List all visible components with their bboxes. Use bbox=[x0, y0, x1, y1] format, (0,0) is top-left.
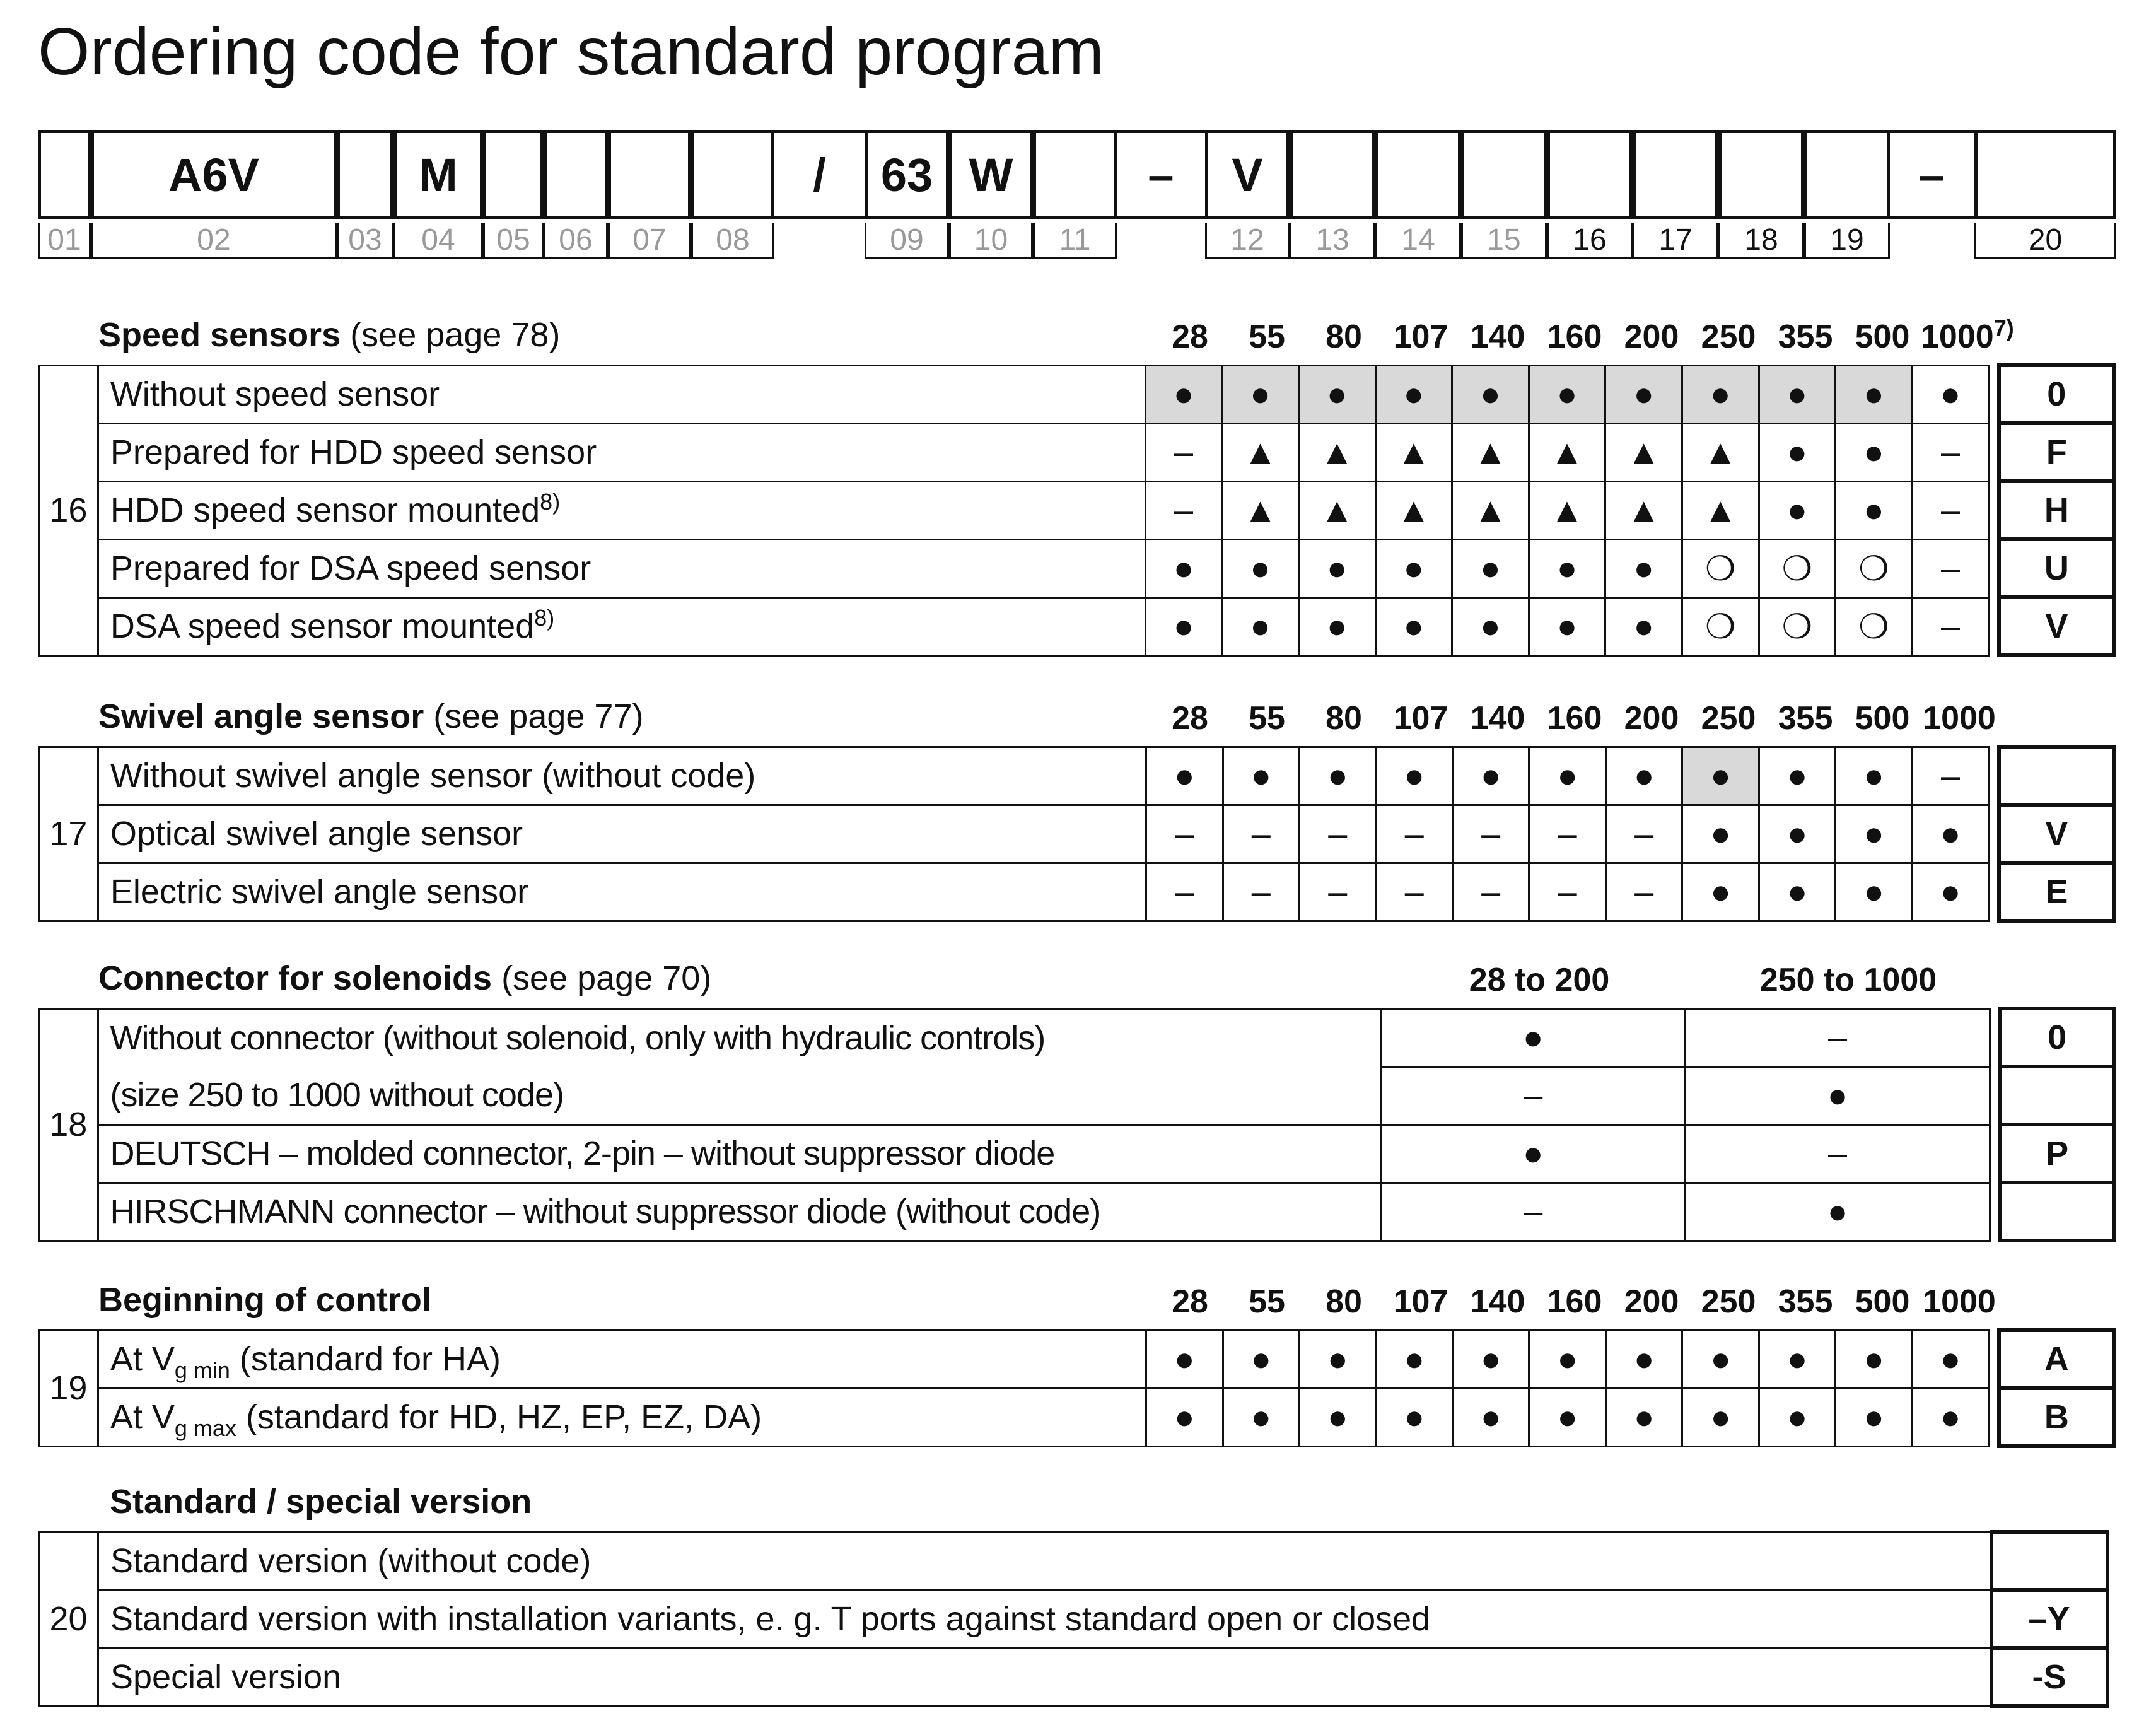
order-code: V bbox=[1999, 805, 2114, 863]
order-code: V bbox=[1999, 597, 2114, 655]
availability-symbol: ● bbox=[1146, 1330, 1223, 1388]
availability-symbol: ● bbox=[1912, 1330, 1988, 1388]
order-code: E bbox=[1999, 863, 2114, 921]
table-row bbox=[39, 1125, 2115, 1183]
code-cell-17 bbox=[1633, 130, 1718, 219]
spacer bbox=[1989, 597, 1999, 655]
table-row bbox=[39, 1008, 2115, 1066]
availability-symbol: ▲ bbox=[1298, 481, 1375, 539]
row-label-text: Electric swivel angle sensor bbox=[110, 873, 529, 911]
code-position-19: 19 bbox=[1804, 223, 1890, 259]
availability-symbol: ● bbox=[1836, 863, 1912, 921]
availability-symbol: – bbox=[1605, 863, 1682, 921]
availability-symbol: ● bbox=[1682, 1388, 1759, 1446]
spacer bbox=[1989, 805, 1999, 863]
availability-symbol: ❍ bbox=[1759, 597, 1836, 655]
availability-symbol: ● bbox=[1682, 747, 1759, 805]
size-label: 28 bbox=[1172, 318, 1208, 355]
code-cell-02: A6V bbox=[91, 130, 337, 219]
code-position-16: 16 bbox=[1547, 223, 1633, 259]
code-separator: / bbox=[774, 130, 865, 219]
availability-symbol: ● bbox=[1298, 365, 1375, 423]
availability-symbol: – bbox=[1912, 597, 1989, 655]
availability-symbol: ● bbox=[1222, 597, 1299, 655]
range-b-label: 250 to 1000 bbox=[1759, 962, 1937, 998]
availability-symbol: ● bbox=[1759, 423, 1836, 481]
code-cell-14 bbox=[1375, 130, 1461, 219]
speed-sensors-heading: Speed sensors (see page 78) bbox=[98, 316, 561, 354]
row-label-text: HDD speed sensor mounted bbox=[110, 491, 540, 529]
availability-symbol: ● bbox=[1298, 597, 1375, 655]
table-row bbox=[39, 423, 2115, 481]
row-label-text: At V bbox=[110, 1340, 175, 1378]
size-label: 250 bbox=[1701, 318, 1756, 355]
code-cell-10: W bbox=[949, 130, 1033, 219]
row-label bbox=[98, 597, 1145, 655]
code-position-08: 08 bbox=[691, 223, 774, 259]
order-code: A bbox=[1999, 1330, 2114, 1388]
availability-symbol: ● bbox=[1376, 1330, 1452, 1388]
row-label bbox=[98, 1330, 1146, 1388]
connector-table bbox=[38, 1007, 2116, 1242]
table-row bbox=[39, 1648, 2107, 1706]
availability-symbol: ● bbox=[1300, 747, 1376, 805]
order-code bbox=[1999, 747, 2114, 805]
availability-symbol: ● bbox=[1682, 365, 1759, 423]
availability-symbol: ● bbox=[1605, 1388, 1682, 1446]
availability-symbol: ● bbox=[1912, 1388, 1988, 1446]
availability-symbol: ● bbox=[1381, 1125, 1686, 1183]
availability-symbol: ● bbox=[1605, 539, 1682, 597]
spacer bbox=[1990, 1008, 2000, 1066]
code-cell-12: V bbox=[1205, 130, 1290, 219]
table-row bbox=[39, 1330, 2115, 1388]
availability-symbol: ● bbox=[1529, 539, 1605, 597]
version-table bbox=[38, 1530, 2109, 1708]
availability-symbol: ● bbox=[1375, 597, 1452, 655]
code-cell-19 bbox=[1804, 130, 1890, 219]
beginning-control-table bbox=[38, 1328, 2116, 1448]
code-cell-11 bbox=[1033, 130, 1117, 219]
availability-symbol: ● bbox=[1759, 805, 1835, 863]
group-number: 18 bbox=[39, 1008, 98, 1241]
code-cell-20 bbox=[1974, 130, 2116, 219]
row-label-text: Prepared for DSA speed sensor bbox=[110, 549, 591, 587]
availability-symbol: – bbox=[1529, 863, 1605, 921]
availability-symbol: ● bbox=[1836, 1330, 1912, 1388]
table-row bbox=[39, 863, 2115, 921]
table-row bbox=[39, 481, 2115, 539]
spacer bbox=[1989, 1330, 1999, 1388]
availability-symbol: – bbox=[1145, 423, 1222, 481]
availability-symbol: ● bbox=[1759, 863, 1835, 921]
page-title: Ordering code for standard program bbox=[38, 15, 1104, 89]
availability-symbol: ▲ bbox=[1375, 481, 1452, 539]
availability-symbol: ▲ bbox=[1452, 481, 1529, 539]
availability-symbol: ● bbox=[1682, 863, 1759, 921]
availability-symbol: ❍ bbox=[1759, 539, 1836, 597]
code-position-04: 04 bbox=[393, 223, 483, 259]
table-row bbox=[39, 365, 2115, 423]
availability-symbol: ● bbox=[1452, 747, 1529, 805]
row-label-subscript: g max bbox=[174, 1415, 236, 1441]
availability-symbol: ● bbox=[1375, 539, 1452, 597]
size-label: 107 bbox=[1393, 1283, 1448, 1320]
code-position-09: 09 bbox=[865, 223, 949, 259]
availability-symbol: – bbox=[1300, 805, 1376, 863]
table-row bbox=[39, 539, 2115, 597]
row-label-text: Prepared for HDD speed sensor bbox=[110, 433, 597, 471]
availability-symbol: – bbox=[1223, 863, 1299, 921]
availability-symbol: – bbox=[1452, 863, 1529, 921]
swivel-angle-table bbox=[38, 745, 2116, 923]
order-code: F bbox=[1999, 423, 2114, 481]
code-position-17: 17 bbox=[1633, 223, 1718, 259]
size-label: 80 bbox=[1326, 700, 1362, 737]
availability-symbol: ● bbox=[1145, 539, 1222, 597]
availability-symbol: – bbox=[1605, 805, 1682, 863]
row-label bbox=[98, 539, 1145, 597]
availability-symbol: ● bbox=[1605, 597, 1682, 655]
size-label: 500 bbox=[1855, 318, 1910, 355]
size-label: 28 bbox=[1172, 700, 1208, 737]
code-cell-09: 63 bbox=[865, 130, 949, 219]
availability-symbol: ● bbox=[1300, 1330, 1376, 1388]
order-code: 0 bbox=[1999, 365, 2114, 423]
availability-symbol: ● bbox=[1682, 805, 1759, 863]
row-label: (size 250 to 1000 without code) bbox=[98, 1066, 1381, 1125]
row-label: DEUTSCH – molded connector, 2-pin – without suppressor diode bbox=[98, 1125, 1381, 1183]
code-cell-06 bbox=[544, 130, 608, 219]
code-position-05: 05 bbox=[483, 223, 544, 259]
availability-symbol: ● bbox=[1529, 365, 1605, 423]
availability-symbol: ● bbox=[1759, 747, 1835, 805]
size-label: 140 bbox=[1470, 1283, 1525, 1320]
table-row bbox=[39, 1590, 2107, 1648]
size-label: 200 bbox=[1624, 700, 1679, 737]
row-label-subscript: g min bbox=[174, 1357, 230, 1383]
availability-symbol: ● bbox=[1605, 1330, 1682, 1388]
code-cell-01 bbox=[38, 130, 91, 219]
order-code: P bbox=[2000, 1125, 2114, 1183]
availability-symbol: – bbox=[1223, 805, 1299, 863]
availability-symbol: ● bbox=[1836, 423, 1913, 481]
availability-symbol: – bbox=[1686, 1008, 1990, 1066]
availability-symbol: – bbox=[1146, 805, 1223, 863]
availability-symbol: ● bbox=[1759, 1330, 1835, 1388]
availability-symbol: ▲ bbox=[1222, 423, 1299, 481]
availability-symbol: – bbox=[1912, 423, 1989, 481]
availability-symbol: – bbox=[1381, 1066, 1686, 1125]
availability-symbol: – bbox=[1686, 1125, 1990, 1183]
size-label: 28 bbox=[1172, 1283, 1208, 1320]
availability-symbol: ● bbox=[1759, 365, 1836, 423]
availability-symbol: ● bbox=[1452, 597, 1529, 655]
spacer bbox=[1989, 1388, 1999, 1446]
row-label-text: Optical swivel angle sensor bbox=[110, 815, 523, 853]
size-label: 500 bbox=[1855, 700, 1910, 737]
availability-symbol: ● bbox=[1836, 365, 1913, 423]
availability-symbol: ● bbox=[1146, 1388, 1223, 1446]
code-cell-08 bbox=[691, 130, 774, 219]
row-label bbox=[98, 365, 1145, 423]
ordering-code-strip bbox=[38, 130, 2116, 264]
availability-symbol: ● bbox=[1298, 539, 1375, 597]
spacer bbox=[1989, 481, 1999, 539]
code-cell-04: M bbox=[393, 130, 483, 219]
table-row bbox=[39, 747, 2115, 805]
availability-symbol: ❍ bbox=[1682, 539, 1759, 597]
size-label: 80 bbox=[1326, 1283, 1362, 1320]
footnote-ref: 8) bbox=[540, 489, 561, 515]
availability-symbol: – bbox=[1912, 481, 1989, 539]
size-label: 1000 bbox=[1923, 1283, 1996, 1320]
availability-symbol: ● bbox=[1453, 1388, 1529, 1446]
order-code: H bbox=[1999, 481, 2114, 539]
size-label: 1000 bbox=[1923, 700, 1996, 737]
availability-symbol: ▲ bbox=[1529, 423, 1605, 481]
availability-symbol: ● bbox=[1529, 1330, 1605, 1388]
row-label-text: (standard for HD, HZ, EP, EZ, DA) bbox=[236, 1398, 762, 1436]
table-row bbox=[39, 1532, 2107, 1590]
code-position-14: 14 bbox=[1375, 223, 1461, 259]
order-code bbox=[2000, 1183, 2114, 1241]
spacer bbox=[1989, 423, 1999, 481]
size-label: 200 bbox=[1624, 1283, 1679, 1320]
availability-symbol: ● bbox=[1759, 1388, 1835, 1446]
availability-symbol: ● bbox=[1146, 747, 1223, 805]
availability-symbol: ● bbox=[1453, 1330, 1529, 1388]
size-label: 250 bbox=[1701, 700, 1756, 737]
code-separator: – bbox=[1117, 130, 1205, 219]
availability-symbol: ● bbox=[1605, 365, 1682, 423]
availability-symbol: ● bbox=[1529, 597, 1605, 655]
size-label: 500 bbox=[1855, 1283, 1910, 1320]
code-separator: – bbox=[1889, 130, 1974, 219]
availability-symbol: ● bbox=[1452, 539, 1529, 597]
availability-symbol: – bbox=[1146, 863, 1223, 921]
row-label bbox=[98, 863, 1146, 921]
size-label: 55 bbox=[1249, 1283, 1285, 1320]
code-position-15: 15 bbox=[1461, 223, 1547, 259]
availability-symbol: ● bbox=[1836, 1388, 1912, 1446]
group-number: 17 bbox=[39, 747, 98, 921]
code-position-13: 13 bbox=[1290, 223, 1375, 259]
code-cell-13 bbox=[1290, 130, 1375, 219]
availability-symbol: ● bbox=[1912, 863, 1988, 921]
table-row bbox=[39, 805, 2115, 863]
size-label: 140 bbox=[1470, 700, 1525, 737]
availability-symbol: – bbox=[1452, 805, 1529, 863]
availability-symbol: – bbox=[1381, 1183, 1686, 1241]
availability-symbol: – bbox=[1300, 863, 1376, 921]
speed-sensors-table bbox=[38, 363, 2116, 657]
availability-symbol: ▲ bbox=[1605, 481, 1682, 539]
availability-symbol: ● bbox=[1381, 1008, 1686, 1066]
availability-symbol: ● bbox=[1376, 747, 1452, 805]
availability-symbol: – bbox=[1912, 539, 1989, 597]
availability-symbol: ● bbox=[1836, 805, 1912, 863]
availability-symbol: ● bbox=[1223, 1330, 1299, 1388]
row-label-text: (standard for HA) bbox=[230, 1340, 501, 1378]
order-code: B bbox=[1999, 1388, 2114, 1446]
size-label: 355 bbox=[1778, 318, 1833, 355]
code-cell-16 bbox=[1547, 130, 1633, 219]
availability-symbol: ▲ bbox=[1529, 481, 1605, 539]
order-code bbox=[2000, 1066, 2114, 1125]
availability-symbol: ● bbox=[1222, 539, 1299, 597]
availability-symbol: ● bbox=[1605, 747, 1682, 805]
availability-symbol: ▲ bbox=[1605, 423, 1682, 481]
availability-symbol: ❍ bbox=[1836, 539, 1913, 597]
row-label: Standard version with installation variants, e. g. T ports against standard open or closed bbox=[98, 1590, 1991, 1648]
code-position-18: 18 bbox=[1718, 223, 1804, 259]
code-cell-07 bbox=[608, 130, 691, 219]
availability-symbol: ● bbox=[1686, 1066, 1990, 1125]
availability-symbol: – bbox=[1376, 863, 1452, 921]
spacer bbox=[1990, 1125, 2000, 1183]
row-label: HIRSCHMANN connector – without suppressor diode (without code) bbox=[98, 1183, 1381, 1241]
availability-symbol: ❍ bbox=[1836, 597, 1913, 655]
code-position-06: 06 bbox=[544, 223, 608, 259]
row-label-text: Without speed sensor bbox=[110, 375, 440, 413]
code-position-12: 12 bbox=[1205, 223, 1290, 259]
availability-symbol: ❍ bbox=[1682, 597, 1759, 655]
group-number: 20 bbox=[39, 1532, 98, 1706]
spacer bbox=[1989, 365, 1999, 423]
availability-symbol: ● bbox=[1912, 805, 1988, 863]
order-code: U bbox=[1999, 539, 2114, 597]
availability-symbol: ▲ bbox=[1682, 481, 1759, 539]
row-label-text: Without swivel angle sensor (without code) bbox=[110, 757, 756, 795]
availability-symbol: ● bbox=[1836, 747, 1912, 805]
size-label: 355 bbox=[1778, 700, 1833, 737]
code-cell-18 bbox=[1718, 130, 1804, 219]
availability-symbol: ● bbox=[1912, 365, 1989, 423]
availability-symbol: ● bbox=[1300, 1388, 1376, 1446]
connector-heading: Connector for solenoids (see page 70) bbox=[98, 959, 712, 997]
availability-symbol: ▲ bbox=[1222, 481, 1299, 539]
availability-symbol: ● bbox=[1145, 597, 1222, 655]
row-label-text: DSA speed sensor mounted bbox=[110, 607, 535, 645]
code-cell-15 bbox=[1461, 130, 1547, 219]
size-label: 55 bbox=[1249, 700, 1285, 737]
availability-symbol: ▲ bbox=[1682, 423, 1759, 481]
order-code: –Y bbox=[1991, 1590, 2107, 1648]
row-label: Special version bbox=[98, 1648, 1991, 1706]
table-row bbox=[39, 1183, 2115, 1241]
size-label: 160 bbox=[1547, 1283, 1602, 1320]
availability-symbol: – bbox=[1376, 805, 1452, 863]
row-label bbox=[98, 1388, 1146, 1446]
availability-symbol: ● bbox=[1529, 1388, 1605, 1446]
size-label: 80 bbox=[1326, 318, 1362, 355]
code-cell-05 bbox=[483, 130, 544, 219]
size-label: 160 bbox=[1547, 700, 1602, 737]
table-row bbox=[39, 1066, 2115, 1125]
availability-symbol: ▲ bbox=[1375, 423, 1452, 481]
code-position-01: 01 bbox=[38, 223, 91, 259]
row-label bbox=[98, 423, 1145, 481]
size-label: 107 bbox=[1393, 700, 1448, 737]
range-a-label: 28 to 200 bbox=[1469, 962, 1610, 998]
spacer bbox=[1990, 1066, 2000, 1125]
size-label: 355 bbox=[1778, 1283, 1833, 1320]
availability-symbol: ▲ bbox=[1452, 423, 1529, 481]
availability-symbol: ● bbox=[1759, 481, 1836, 539]
row-label bbox=[98, 481, 1145, 539]
size-footnote: 7) bbox=[1993, 315, 2014, 341]
size-label: 107 bbox=[1393, 318, 1448, 355]
availability-symbol: ● bbox=[1222, 365, 1299, 423]
version-heading: Standard / special version bbox=[110, 1483, 532, 1521]
availability-symbol: ● bbox=[1686, 1183, 1990, 1241]
size-label: 160 bbox=[1547, 318, 1602, 355]
spacer bbox=[1989, 747, 1999, 805]
table-row bbox=[39, 1388, 2115, 1446]
code-position-07: 07 bbox=[608, 223, 691, 259]
row-label bbox=[98, 805, 1146, 863]
spacer bbox=[1989, 863, 1999, 921]
code-cell-03 bbox=[337, 130, 393, 219]
availability-symbol: ● bbox=[1375, 365, 1452, 423]
size-label: 1000$^{7)}$ bbox=[1921, 315, 2014, 355]
group-number: 16 bbox=[39, 365, 98, 655]
row-label: Standard version (without code) bbox=[98, 1532, 1991, 1590]
footnote-ref: 8) bbox=[534, 605, 555, 631]
availability-symbol: ● bbox=[1376, 1388, 1452, 1446]
size-label: 140 bbox=[1470, 318, 1525, 355]
availability-symbol: – bbox=[1529, 805, 1605, 863]
availability-symbol: ● bbox=[1145, 365, 1222, 423]
group-number: 19 bbox=[39, 1330, 98, 1446]
availability-symbol: ● bbox=[1452, 365, 1529, 423]
code-position-02: 02 bbox=[91, 223, 337, 259]
availability-symbol: ● bbox=[1223, 747, 1299, 805]
order-code: 0 bbox=[2000, 1008, 2114, 1066]
code-position-20: 20 bbox=[1974, 223, 2116, 259]
availability-symbol: ● bbox=[1836, 481, 1913, 539]
availability-symbol: ● bbox=[1682, 1330, 1759, 1388]
availability-symbol: – bbox=[1912, 747, 1988, 805]
size-label: 55 bbox=[1249, 318, 1285, 355]
swivel-angle-heading: Swivel angle sensor (see page 77) bbox=[98, 698, 644, 735]
availability-symbol: ● bbox=[1529, 747, 1605, 805]
spacer bbox=[1990, 1183, 2000, 1241]
code-position-03: 03 bbox=[337, 223, 393, 259]
availability-symbol: ▲ bbox=[1298, 423, 1375, 481]
code-position-11: 11 bbox=[1033, 223, 1117, 259]
size-label: 200 bbox=[1624, 318, 1679, 355]
availability-symbol: – bbox=[1145, 481, 1222, 539]
beginning-control-heading: Beginning of control bbox=[98, 1281, 431, 1319]
table-row bbox=[39, 597, 2115, 655]
row-label-text: At V bbox=[110, 1398, 175, 1436]
size-label: 250 bbox=[1701, 1283, 1756, 1320]
row-label: Without connector (without solenoid, only with hydraulic controls) bbox=[98, 1008, 1381, 1066]
order-code bbox=[1991, 1532, 2107, 1590]
row-label bbox=[98, 747, 1146, 805]
order-code: -S bbox=[1991, 1648, 2107, 1706]
availability-symbol: ● bbox=[1223, 1388, 1299, 1446]
code-position-10: 10 bbox=[949, 223, 1033, 259]
spacer bbox=[1989, 539, 1999, 597]
